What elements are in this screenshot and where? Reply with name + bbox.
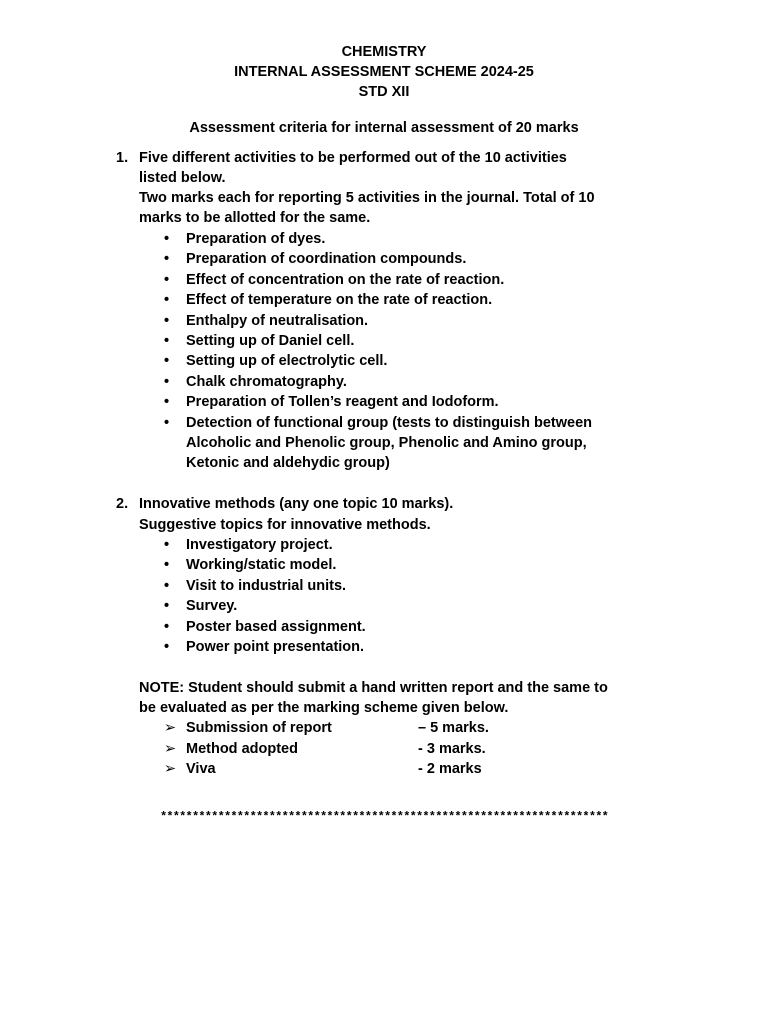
list-item-continuation: Ketonic and aldehydic group) bbox=[186, 455, 390, 472]
list-item: • Chalk chromatography. bbox=[164, 372, 592, 392]
bullet-icon: • bbox=[164, 333, 170, 350]
standard-title: STD XII bbox=[358, 84, 410, 100]
marking-value: - 3 marks. bbox=[418, 740, 486, 757]
bullet-icon: • bbox=[164, 312, 170, 329]
bullet-icon: • bbox=[164, 414, 170, 431]
list-item: • Preparation of Tollen’s reagent and Iodoform. bbox=[164, 392, 592, 412]
bullet-icon: • bbox=[164, 577, 170, 594]
note-line-2: be evaluated as per the marking scheme given below. bbox=[139, 700, 509, 716]
bullet-icon: • bbox=[164, 231, 170, 247]
marking-row bbox=[164, 759, 564, 780]
bullet-icon: • bbox=[164, 598, 170, 615]
bullet-icon: • bbox=[164, 292, 170, 309]
list-item: • Visit to industrial units. bbox=[164, 576, 366, 596]
bullet-icon: • bbox=[164, 251, 170, 268]
marking-item: Submission of report bbox=[186, 720, 332, 736]
marking-item: Method adopted bbox=[186, 740, 298, 757]
arrow-bullet-icon: ➢ bbox=[164, 720, 177, 736]
activities-list bbox=[164, 229, 592, 474]
bullet-icon: • bbox=[164, 639, 170, 656]
marking-scheme-list bbox=[164, 718, 564, 780]
section-1-line-2: listed below. bbox=[139, 170, 226, 186]
list-item: • Detection of functional group (tests to distinguish between bbox=[164, 413, 592, 433]
list-item: • Poster based assignment. bbox=[164, 617, 366, 637]
marking-value: - 2 marks bbox=[418, 761, 482, 777]
section-2-line-1: Innovative methods (any one topic 10 marks). bbox=[139, 496, 454, 512]
list-item: • Setting up of electrolytic cell. bbox=[164, 351, 592, 371]
list-item: • Effect of temperature on the rate of reaction. bbox=[164, 290, 592, 310]
bullet-icon: • bbox=[164, 271, 170, 288]
section-2-line-2: Suggestive topics for innovative methods. bbox=[139, 517, 431, 533]
innovative-topics-list bbox=[164, 535, 366, 657]
section-1-line-1: Five different activities to be performed out of the 10 activities bbox=[139, 150, 567, 166]
bullet-icon: • bbox=[164, 353, 170, 370]
bullet-icon: • bbox=[164, 373, 170, 390]
marking-row bbox=[164, 718, 564, 739]
bullet-icon: • bbox=[164, 394, 170, 411]
list-item-continuation: Alcoholic and Phenolic group, Phenolic and Amino group, bbox=[186, 435, 587, 452]
list-item: • Preparation of dyes. bbox=[164, 229, 592, 249]
section-1-line-3: Two marks each for reporting 5 activities in the journal. Total of 10 bbox=[139, 190, 595, 206]
list-item: • Preparation of coordination compounds. bbox=[164, 249, 592, 269]
list-item: • Investigatory project. bbox=[164, 535, 366, 555]
section-1-number: 1. bbox=[116, 150, 129, 166]
bullet-icon: • bbox=[164, 618, 170, 635]
arrow-bullet-icon: ➢ bbox=[164, 740, 177, 757]
list-item: • Enthalpy of neutralisation. bbox=[164, 311, 592, 331]
list-item: • Working/static model. bbox=[164, 555, 366, 575]
note-line-1: NOTE: Student should submit a hand written report and the same to bbox=[139, 680, 608, 696]
marking-row bbox=[164, 739, 564, 760]
bullet-icon: • bbox=[164, 557, 170, 574]
arrow-bullet-icon: ➢ bbox=[164, 761, 177, 777]
assessment-criteria-heading: Assessment criteria for internal assessment of 20 marks bbox=[189, 120, 579, 136]
marking-item: Viva bbox=[186, 761, 216, 777]
scheme-title: INTERNAL ASSESSMENT SCHEME 2024-25 bbox=[234, 64, 534, 80]
bullet-icon: • bbox=[164, 537, 170, 553]
list-item: • Survey. bbox=[164, 596, 366, 616]
marking-value: – 5 marks. bbox=[418, 720, 489, 736]
list-item: • Power point presentation. bbox=[164, 637, 366, 657]
section-2-number: 2. bbox=[116, 496, 129, 512]
section-1-line-4: marks to be allotted for the same. bbox=[139, 210, 371, 226]
list-item: • Effect of concentration on the rate of reaction. bbox=[164, 270, 592, 290]
divider-line: ********************************************************************** bbox=[159, 810, 609, 824]
subject-title: CHEMISTRY bbox=[341, 44, 427, 60]
list-item: • Setting up of Daniel cell. bbox=[164, 331, 592, 351]
